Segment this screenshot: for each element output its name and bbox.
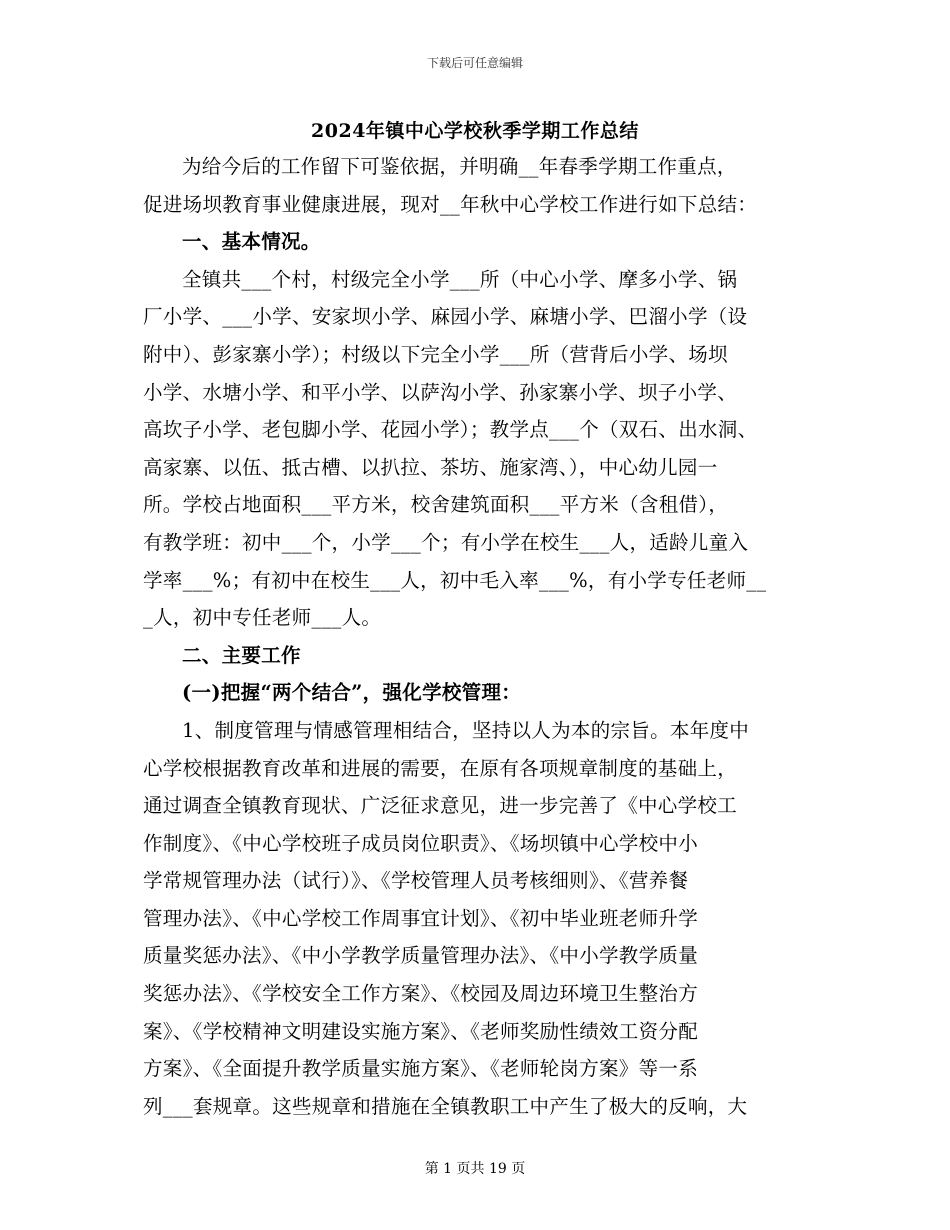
paragraph-line: 高家寨、以伍、抵古槽、以扒拉、茶坊、施家湾、），中心幼儿园一 [143,455,718,479]
section-heading: (一)把握“两个结合”，强化学校管理： [182,681,522,705]
paragraph-line: _人，初中专任老师___人。 [143,606,382,630]
paragraph-line: 方案》、《全面提升教学质量实施方案》、《老师轮岗方案》等一系 [143,1057,699,1081]
paragraph-line: 全镇共___个村，村级完全小学___所（中心小学、摩多小学、锅 [182,267,738,291]
paragraph-line: 1、制度管理与情感管理相结合，坚持以人为本的宗旨。本年度中 [182,718,750,742]
paragraph-line: 所。学校占地面积___平方米，校舍建筑面积___平方米（含租借）， [143,493,729,517]
paragraph-line: 心学校根据教育改革和进展的需要，在原有各项规章制度的基础上， [143,756,738,780]
paragraph-line: 为给今后的工作留下可鉴依据，并明确__年春季学期工作重点， [182,155,737,178]
document-body [143,148,813,1125]
paragraph-line: 质量奖惩办法》、《中小学教学质量管理办法》、《中小学教学质量 [143,944,699,968]
header-note: 下载后可任意编辑 [426,56,523,70]
paragraph-line: 厂小学、___小学、安家坝小学、麻园小学、麻塘小学、巴溜小学（设 [143,305,748,329]
paragraph-line: 有教学班：初中___个，小学___个；有小学在校生___人，适龄儿童入 [143,530,749,554]
section-heading: 一、基本情况。 [182,230,321,254]
paragraph-line: 列___套规章。这些规章和措施在全镇教职工中产生了极大的反响，大 [143,1094,748,1118]
document-title: 2024年镇中心学校秋季学期工作总结 [311,120,639,142]
paragraph-line: 附中）、彭家寨小学）；村级以下完全小学___所（营背后小学、场坝 [143,342,728,366]
section-heading: 二、主要工作 [182,643,301,667]
paragraph-line: 案》、《学校精神文明建设实施方案》、《老师奖励性绩效工资分配 [143,1019,699,1043]
paragraph-line: 作制度》、《中心学校班子成员岗位职责》、《场坝镇中心学校中小 [143,831,699,855]
paragraph-line: 通过调查全镇教育现状、广泛征求意见，进一步完善了《中心学校工 [143,794,738,818]
paragraph-line: 小学、水塘小学、和平小学、以萨沟小学、孙家寨小学、坝子小学、 [143,380,738,404]
paragraph-line: 管理办法》、《中心学校工作周事宜计划》、《初中毕业班老师升学 [143,906,699,930]
paragraph-line: 学率___%；有初中在校生___人，初中毛入率___%，有小学专任老师__ [143,568,767,592]
paragraph-line: 高坎子小学、老包脚小学、花园小学）；教学点___个（双石、出水洞、 [143,418,758,442]
paragraph-line: 学常规管理办法（试行）》、《学校管理人员考核细则》、《营养餐 [143,869,689,893]
paragraph-line: 奖惩办法》、《学校安全工作方案》、《校园及周边环境卫生整治方 [143,982,699,1006]
page-footer: 第 1 页共 19 页 [424,1161,526,1177]
paragraph-line: 促进场坝教育事业健康进展，现对__年秋中心学校工作进行如下总结： [143,192,758,216]
